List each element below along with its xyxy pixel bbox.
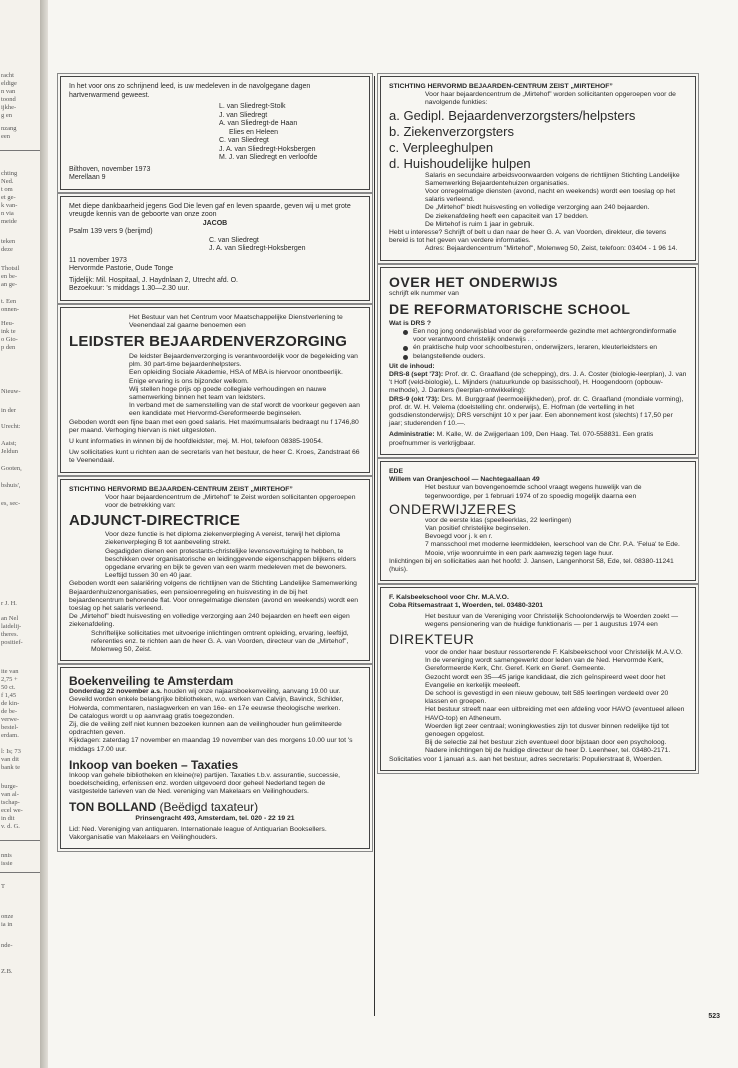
bullet-text: én praktische hulp voor schoolbesturen, onderwijzers, leraren, kleuterleidsters en bbox=[413, 344, 658, 352]
info: Inlichtingen bij en sollicitaties aan het hoofd: J. Jansen, Langenhorst 58, Ede, tel. 08380-11241 (huis). bbox=[389, 557, 674, 573]
prev-snippet: l: Is; 73 van dit bank te bbox=[1, 748, 21, 771]
offer: Geboden wordt een salariëring volgens de richtlijnen van de Stichting Landelijke Samenwerking Bejaardenhuizenorganisaties, een pensioenregeling en huisvesting in de bij het bejaardencentrum behorende flat. Voor onregelmatige diensten (avond en weekends) wordt een toeslag op het salaris verleend. bbox=[69, 580, 359, 612]
signatory: M. J. van Sliedregt en verloofde bbox=[219, 154, 318, 161]
paragraph: Gegadigden dienen een protestants-christelijke levensovertuiging te hebben, te beschikken over organisatorische en leidinggevende eigenschappen blijkens elders opgedane ervaring en bijk te geven van een warm medeleven met de bewoners. bbox=[105, 547, 356, 571]
signatory: J. A. van Sliedregt-Hoksbergen bbox=[219, 145, 316, 153]
apply: Solicitaties voor 1 januari a.s. aan het bestuur, adres secretaris: Populierstraat 8, Woerden. bbox=[389, 755, 663, 763]
prev-snippet: Thotsil en be- an ge- bbox=[1, 265, 20, 288]
paragraph: Van positief christelijke beginselen. bbox=[425, 524, 531, 532]
parents bbox=[69, 237, 361, 254]
paragraph: Het bestuur streeft naar een uitbreiding met een afdeling voor HAVO (eventueel alleen HAVO-top) en Atheneum. bbox=[425, 706, 685, 722]
ad-sub: schrijft elk nummer van bbox=[389, 289, 459, 297]
paragraph: De school is gevestigd in een nieuw gebouw, telt 585 leerlingen verdeeld over 20 klassen en groepen. bbox=[425, 689, 669, 706]
prev-snippet: an Nel laidelij- theres. positief- bbox=[1, 615, 23, 646]
organisation: STICHTING HERVORMD BEJAARDEN-CENTRUM ZEIST „MIRTEHOF” bbox=[389, 83, 613, 90]
signatory: J. van Sliedregt bbox=[219, 111, 268, 119]
issue-lead: DRS-9 (okt '73): bbox=[389, 395, 440, 403]
paragraph: Leeftijd tussen 30 en 40 jaar. bbox=[105, 572, 192, 580]
auction-title: Boekenveiling te Amsterdam bbox=[69, 674, 234, 689]
organisation: STICHTING HERVORMD BEJAARDEN-CENTRUM ZEIST „MIRTEHOF” bbox=[69, 485, 293, 493]
page-number: 523 bbox=[708, 1013, 720, 1020]
parent: J. A. van Sliedregt-Hoksbergen bbox=[209, 245, 306, 252]
conditions bbox=[389, 172, 687, 229]
ede-school-ad bbox=[380, 461, 696, 581]
adjunct-directrice-ad bbox=[60, 479, 370, 662]
prev-snippet: nzang een bbox=[1, 125, 17, 140]
ad-intro: Voor haar bejaardencentrum de „Mirtehof” worden sollicitanten opgeroepen voor de navolgende funkties: bbox=[425, 91, 676, 107]
birth-date: 11 november 1973 bbox=[69, 256, 127, 264]
what-label: Wat is DRS ? bbox=[389, 319, 432, 327]
date-lead: Donderdag 22 november a.s. bbox=[69, 688, 162, 696]
prev-snippet: Urecht: bbox=[1, 423, 21, 430]
ad-intro: Het bestuur van bovengenoemde school vraagt wegens huwelijk van de tegenwoordige, per 1 februari 1974 of zo spoedig mogelijk daarna een bbox=[425, 484, 642, 500]
job-details bbox=[389, 649, 687, 756]
paragraph: Voor onregelmatige diensten (avond, nacht en weekends) wordt een toeslag op het salaris verleend. bbox=[425, 188, 676, 204]
job-title: ONDERWIJZERES bbox=[389, 500, 517, 517]
paragraph: Nadere inlichtingen bij de huidige directeur de heer D. Leenheer, tel. 03480-2171. bbox=[425, 747, 671, 755]
page bbox=[48, 0, 738, 1068]
administration bbox=[389, 431, 687, 447]
company-name bbox=[69, 800, 361, 814]
prev-snippet: burge- van al- tschap- ecel we- in dit v. d. G. bbox=[1, 783, 23, 830]
admin-lead: Administratie: bbox=[389, 431, 435, 439]
prev-snippet: ite van 2,75 + 50 ct. f 1,45 de kin- de be- verwe- bestel- erdam. bbox=[1, 668, 20, 739]
paragraph: Salaris en secundaire arbeidsvoorwaarden volgens de richtlijnen Stichting Landelijke Samenwerking Bejaardentehuizen organisaties. bbox=[425, 171, 680, 187]
issue bbox=[389, 396, 687, 429]
prev-snippet: chting Ned. t om et ge- k van- n via meide bbox=[1, 170, 18, 225]
prev-snippet: nnis issie bbox=[1, 852, 13, 867]
prev-snippet: Aaist; Jeldun bbox=[1, 440, 18, 455]
paragraph: Bevoegd voor j. k en r. bbox=[425, 533, 493, 541]
prev-snippet: Nieuw- bbox=[1, 388, 21, 395]
paragraph: Mooie, vrije woonruimte in een park aanwezig tegen lage huur. bbox=[425, 549, 614, 557]
paragraph: Wij stellen hoge prijs op goede collegiale verhoudingen en nauwe samenwerking binnen het team van leidsters. bbox=[129, 385, 327, 401]
signatory: L. van Sliedregt-Stolk bbox=[219, 103, 286, 110]
company-address: Prinsengracht 493, Amsterdam, tel. 020 - 22 19 21 bbox=[135, 814, 295, 822]
bullet-icon bbox=[403, 355, 408, 360]
paragraph: De catalogus wordt u op aanvraag gratis toegezonden. bbox=[69, 712, 235, 720]
date-text: houden wij onze najaarsboekenveiling, aanvang 19.00 uur. bbox=[161, 688, 341, 696]
bullet-item bbox=[389, 328, 687, 344]
subtitle: Inkoop van boeken – Taxaties bbox=[69, 757, 239, 772]
admin-text: M. Kalle, W. de Zwijgerlaan 109, Den Haag. Tel. 070-558831. Een gratis proefnummer is verkrijgbaar. bbox=[389, 431, 654, 447]
onderwijs-magazine-ad bbox=[380, 267, 696, 455]
bullet-item bbox=[389, 353, 687, 361]
job-title: LEIDSTER BEJAARDENVERZORGING bbox=[69, 332, 348, 350]
prev-snippet: Heu- ink te o Gio- p den bbox=[1, 320, 18, 351]
function-item: a. Gedipl. Bejaardenverzorgsters/helpsters bbox=[389, 107, 636, 123]
issue bbox=[389, 371, 687, 396]
paragraph: De leidster Bejaardenverzorging is verantwoordelijk voor de begeleiding van plm. 30 part-time bejaardenhelpsters. bbox=[129, 352, 358, 369]
temporary-address: Tijdelijk: Mil. Hospitaal, J. Haydnlaan 2, Utrecht afd. O. bbox=[69, 276, 238, 284]
parsonage: Hervormde Pastorie, Oude Tonge bbox=[69, 265, 174, 272]
psalm: Psalm 139 vers 9 (berijmd) bbox=[69, 228, 153, 235]
issue-text: Drs. M. Burggraaf (leermoeilijkheden), prof. dr. C. Graafland (mondiale vorming), prof. dr. W. H. Velema (doelstelling chr. onderwijs), E. Hofman (de vertelling in het godsdienstonderwijs); DRS verschijnt 10 x per jaar. Een abonnement kost (slechts) f 17,50 per jaar; studerenden f 10.—. bbox=[389, 395, 684, 428]
paragraph: voor de eerste klas (speelleerklas, 22 leerlingen) bbox=[425, 516, 572, 524]
address: Merellaan 9 bbox=[69, 174, 106, 181]
place-date: Bilthoven, november 1973 bbox=[69, 165, 151, 173]
prev-snippet: bshuis', bbox=[1, 482, 21, 489]
paragraph: voor de onder haar bestuur ressorterende F. Kalsbeekschool voor Christelijk M.A.V.O. bbox=[425, 648, 683, 656]
place: EDE bbox=[389, 467, 403, 475]
paragraph: Woerden ligt zeer centraal; woningkwesties zijn tot dusver binnen redelijke tijd tot genoegen opgelost. bbox=[425, 722, 669, 738]
mirtehof-functions-ad bbox=[380, 76, 696, 261]
prev-snippet: es, sec- bbox=[1, 500, 21, 507]
function-item: c. Verpleeghulpen bbox=[389, 139, 494, 155]
book-gutter bbox=[40, 0, 48, 1068]
paragraph: Kijkdagen: zaterdag 17 november en maandag 19 november van des morgens 10.00 uur tot 's middags 17.00 uur. bbox=[69, 737, 353, 753]
name-suffix: (Beëdigd taxateur) bbox=[156, 800, 259, 815]
paragraph: Geveild worden enkele belangrijke bibliotheken, w.o. werken van Calvijn, Bavinck, Schilder, Holwerda, commentaren, naslagwerken en van 16e- en 17e eeuwse theologische werken. bbox=[69, 696, 344, 712]
signatory: A. van Sliedregt-de Haan bbox=[219, 120, 298, 127]
info: U kunt informaties in winnen bij de hoofdleidster, mej. M. Hol, telefoon 08385-19054. bbox=[69, 437, 323, 445]
paragraph: Een opleiding Sociale Akademie, HSA of MBA is hiervoor onontbeerlijk. Enige ervaring is ons bijzonder welkom. bbox=[129, 369, 343, 385]
auction-date bbox=[69, 688, 361, 696]
ad-intro: Het Bestuur van het Centrum voor Maatschappelijke Dienstverlening te Veenendaal zal gaarne benoemen een bbox=[129, 313, 343, 329]
contents-label: Uit de inhoud: bbox=[389, 362, 435, 370]
job-title: ADJUNCT-DIRECTRICE bbox=[69, 512, 241, 530]
kalsbeek-school-ad bbox=[380, 587, 696, 771]
interest: Hebt u interesse? Schrijft of belt u dan naar de heer G. A. van Voorden, direkteur, die tevens bereid is tot het geven van verdere informaties. bbox=[389, 229, 667, 245]
bullet-text: belangstellende ouders. bbox=[413, 352, 486, 360]
bullet-item bbox=[389, 344, 687, 352]
paragraph: Bij de selectie zal het bestuur zich eventueel door bijstaan door een psycholoog. bbox=[425, 739, 667, 747]
paragraph: De „Mirtehof” biedt huisvesting en volledige verzorging aan 240 bejaarden. bbox=[425, 204, 650, 212]
school-name: Willem van Oranjeschool — Nachtegaallaan 49 bbox=[389, 476, 540, 484]
prev-snippet: T bbox=[1, 883, 5, 890]
function-item: b. Ziekenverzorgsters bbox=[389, 123, 514, 139]
signatory: Elies en Heleen bbox=[229, 128, 279, 136]
column-rule bbox=[374, 76, 375, 1016]
thanks-text: In het voor ons zo schrijnend leed, is uw medeleven in de navolgegane dagen hartverwarmend geweest. bbox=[69, 83, 311, 99]
child-name: JACOB bbox=[202, 219, 228, 227]
ad-intro: Het bestuur van de Vereniging voor Christelijk Schoolonderwijs te Woerden zoekt — wegens pensionering van de huidige funktionaris — per 1 augustus 1974 een bbox=[425, 612, 679, 628]
bullet-icon bbox=[403, 346, 408, 351]
prev-snippet: t. Een onnen- bbox=[1, 298, 20, 313]
school-name: F. Kalsbeekschool voor Chr. M.A.V.O. bbox=[389, 594, 509, 602]
paragraph: Voor deze functie is het diploma ziekenverpleging A vereist, terwijl het diploma ziekenverpleging B tot aanbeveling strekt. bbox=[105, 531, 340, 547]
signatory: C. van Sliedregt bbox=[219, 137, 269, 144]
paragraph: 7 mansschool met moderne leermiddelen, leerschool van de Chr. P.A. 'Felua' te Ede. bbox=[425, 541, 680, 549]
book-auction-ad bbox=[60, 667, 370, 849]
visiting-hours: Bezoekuur: 's middags 1.30—2.30 uur. bbox=[69, 285, 190, 292]
prev-snippet: Gooten, bbox=[1, 465, 22, 472]
bullet-text: Een nog jong onderwijsblad voor de gereformeerde gezindte met achtergrondinformatie voor verantwoord christelijk onderwijs . . . bbox=[413, 328, 677, 344]
membership: Lid: Ned. Vereniging van antiquaren. Internationale league of Antiquarian Booksellers. Vakorganisatie van Makelaars en Veilinghouders. bbox=[69, 825, 327, 842]
salary: Geboden wordt een fijne baan met een goed salaris. Het maximumsalaris bedraagt nu f 1746,80 per maand. Verhoging hiervan is niet uitgesloten. bbox=[69, 418, 359, 434]
prev-snippet: racht eldige n van toond ijkhe- g en bbox=[1, 72, 17, 119]
sub-text: Inkoop van gehele bibliotheken en kleine(re) partijen. Taxaties t.b.v. assurantie, successie, boedelscheiding, erfenissen enz. worden uitgevoerd door geheel Nederland tegen de vastgestelde tarieven van de Ned. vereniging van Makelaars en Veilinghouders. bbox=[69, 771, 341, 796]
ad-intro: Voor haar bejaardencentrum de „Mirtehof” te Zeist worden sollicitanten opgeroepen voor de betrekking van: bbox=[105, 493, 356, 509]
apply: Schriftelijke sollicitaties met uitvoerige inlichtingen omtrent opleiding, ervaring, leeftijd, referenties enz. te richten aan de heer G. A. van Voorden, directeur van de „Mirtehof”, Molenweg 50, Zeist. bbox=[91, 629, 349, 653]
requirements bbox=[69, 531, 361, 580]
prev-snippet: teken deze bbox=[1, 238, 16, 253]
prev-snippet: in der bbox=[1, 407, 16, 414]
issue-text: Prof. dr. C. Graafland (de schepping), drs. J. A. Coster (biologie-leerplan), J. van 't Hoff (veld-biologie), L. Mijnders (natuurkunde op basisschool), H. Hoogendoorn (opbouw-methode), J. Dankers (leerplan-ontwikkeling): bbox=[389, 371, 687, 395]
birth-text: Met diepe dankbaarheid jegens God Die leven gaf en leven spaarde, geven wij u met grote vreugde kennis van de geboorte van onze zoon bbox=[69, 202, 351, 218]
paragraph: De ziekenafdeling heeft een capaciteit van 17 bedden. bbox=[425, 212, 589, 220]
paragraph: De Mirtehof is ruim 1 jaar in gebruik. bbox=[425, 220, 535, 228]
paragraph: Zij, die de veiling zelf niet kunnen bezoeken kunnen aan de veilinghouder hun gelimiteerde opdrachten geven. bbox=[69, 721, 342, 737]
paragraph: In verband met de samenstelling van de staf wordt de voorkeur gegeven aan een kandidate met Hervormd-Gereformeerde beginselen. bbox=[129, 402, 360, 418]
housing: De „Mirtehof” biedt huisvesting en volledige verzorging aan 240 bejaarden en heeft een eigen ziekenafdeling. bbox=[69, 613, 350, 629]
job-description bbox=[69, 353, 361, 419]
leidster-job-ad bbox=[60, 307, 370, 473]
prev-snippet: Z.B. bbox=[1, 968, 13, 975]
parent: C. van Sliedregt bbox=[209, 236, 259, 244]
left-column bbox=[60, 76, 370, 855]
right-column bbox=[380, 76, 696, 777]
job-title: DIREKTEUR bbox=[389, 630, 475, 647]
bullet-icon bbox=[403, 330, 408, 335]
family-thanks-notice bbox=[60, 76, 370, 190]
job-details bbox=[389, 517, 687, 558]
signatories bbox=[69, 103, 361, 163]
prev-snippet: r J. H. bbox=[1, 600, 17, 607]
magazine-name: DE REFORMATORISCHE SCHOOL bbox=[389, 300, 631, 317]
school-address: Coba Ritsemastraat 1, Woerden, tel. 03480-3201 bbox=[389, 602, 544, 610]
birth-announcement bbox=[60, 196, 370, 301]
issue-lead: DRS-8 (sept '73): bbox=[389, 371, 444, 379]
ad-title: OVER HET ONDERWIJS bbox=[389, 273, 558, 290]
prev-snippet: onze ia in bbox=[1, 913, 14, 928]
paragraph: Gezocht wordt een 35—45 jarige kandidaat, die zich geïnspireerd weet door het Evangelie en kerkelijk meeleeft. bbox=[425, 673, 666, 689]
paragraph: In de vereniging wordt samengewerkt door leden van de Ned. Hervormde Kerk, Gereformeerde Kerk, Chr. Geref. Kerk en Geref. Gemeente. bbox=[425, 657, 664, 673]
prev-snippet: nde- bbox=[1, 942, 13, 949]
address: Adres: Bejaardencentrum "Mirtehof", Molenweg 50, Zeist, telefoon: 03404 - 1 96 14. bbox=[425, 245, 678, 253]
apply: Uw sollicitaties kunt u richten aan de secretaris van het bestuur, de heer C. Kroes, Zandstraat 66 te Veenendaal. bbox=[69, 449, 360, 465]
previous-page-edge bbox=[0, 0, 40, 1068]
function-item: d. Huishoudelijke hulpen bbox=[389, 155, 531, 171]
name: TON BOLLAND bbox=[69, 800, 157, 815]
